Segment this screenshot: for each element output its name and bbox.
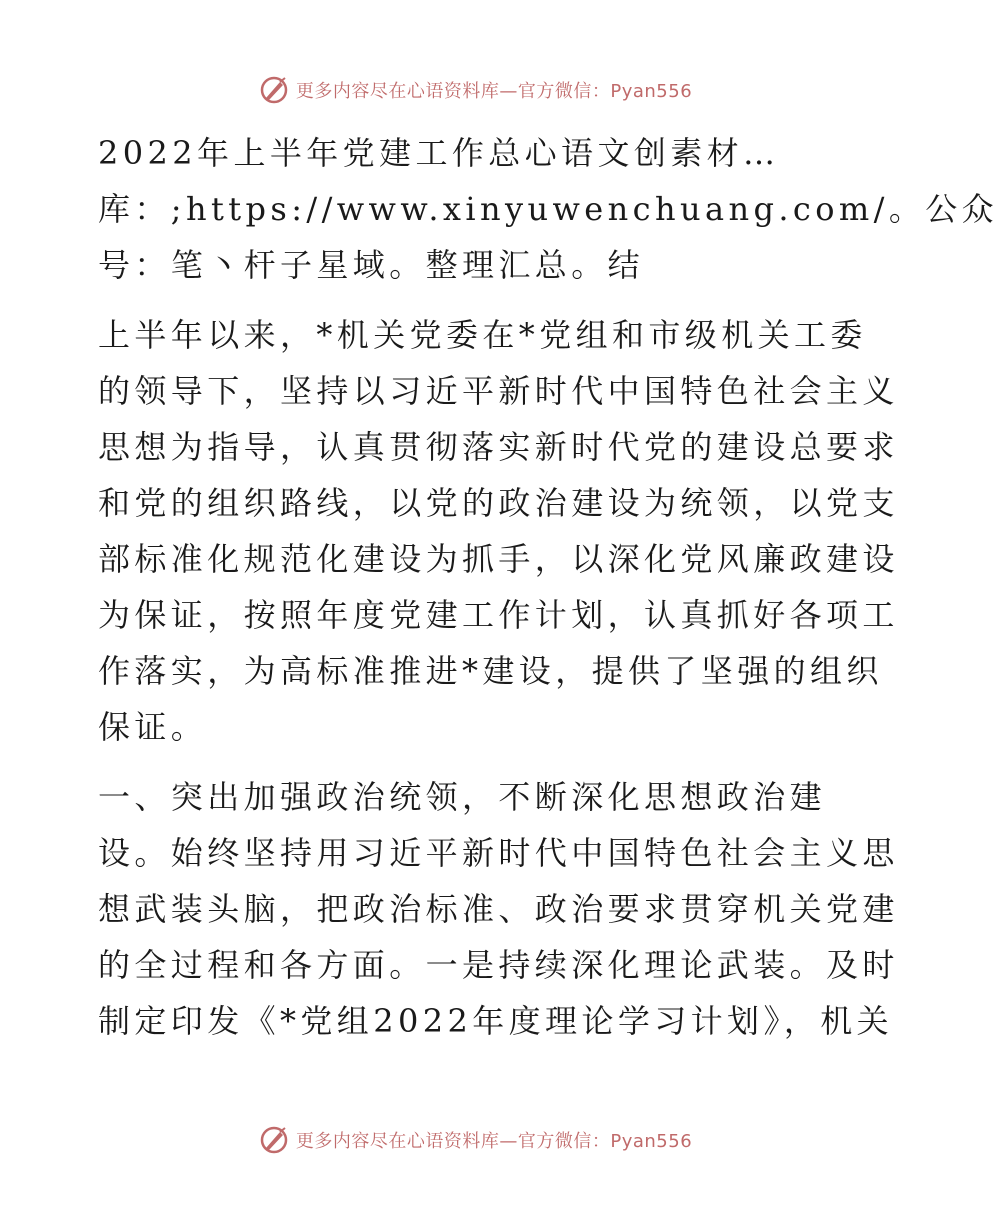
header-line: 库：;https://www.xinyuwenchuang.com/。公众 <box>98 190 998 228</box>
paragraph-line: 制定印发《*党组2022年度理论学习计划》，机关 <box>98 1002 894 1040</box>
paragraph-line: 思想为指导，认真贯彻落实新时代党的建设总要求 <box>98 428 899 466</box>
quill-pen-icon <box>258 1124 290 1156</box>
paragraph-2 <box>98 769 899 1049</box>
paragraph-line: 部标准化规范化建设为抓手，以深化党风廉政建设 <box>98 540 899 578</box>
header-line: 2022年上半年党建工作总心语文创素材… <box>98 134 780 172</box>
watermark-banner-bottom <box>0 1120 950 1160</box>
paragraph-line: 为保证，按照年度党建工作计划，认真抓好各项工 <box>98 596 899 634</box>
paragraph-line: 想武装头脑，把政治标准、政治要求贯穿机关党建 <box>98 890 899 928</box>
watermark-banner-top <box>0 70 950 110</box>
paragraph-1 <box>98 307 899 755</box>
watermark-text: 更多内容尽在心语资料库—官方微信：Pyan556 <box>295 81 693 102</box>
header-line: 号：笔丶杆子星域。整理汇总。结 <box>98 246 645 284</box>
quill-pen-icon <box>258 74 290 106</box>
paragraph-line: 和党的组织路线，以党的政治建设为统领，以党支 <box>98 484 899 522</box>
paragraph-line: 的全过程和各方面。一是持续深化理论武装。及时 <box>98 946 899 984</box>
paragraph-line: 上半年以来，*机关党委在*党组和市级机关工委 <box>98 316 867 354</box>
watermark-text: 更多内容尽在心语资料库—官方微信：Pyan556 <box>295 1131 693 1152</box>
paragraph-line: 一、突出加强政治统领，不断深化思想政治建 <box>98 778 827 816</box>
document-body <box>98 125 998 1049</box>
paragraph-line: 保证。 <box>98 708 208 746</box>
paragraph-line: 作落实，为高标准推进*建设，提供了坚强的组织 <box>98 652 883 690</box>
header-block <box>98 125 998 293</box>
paragraph-line: 的领导下，坚持以习近平新时代中国特色社会主义 <box>98 372 899 410</box>
paragraph-line: 设。始终坚持用习近平新时代中国特色社会主义思 <box>98 834 899 872</box>
